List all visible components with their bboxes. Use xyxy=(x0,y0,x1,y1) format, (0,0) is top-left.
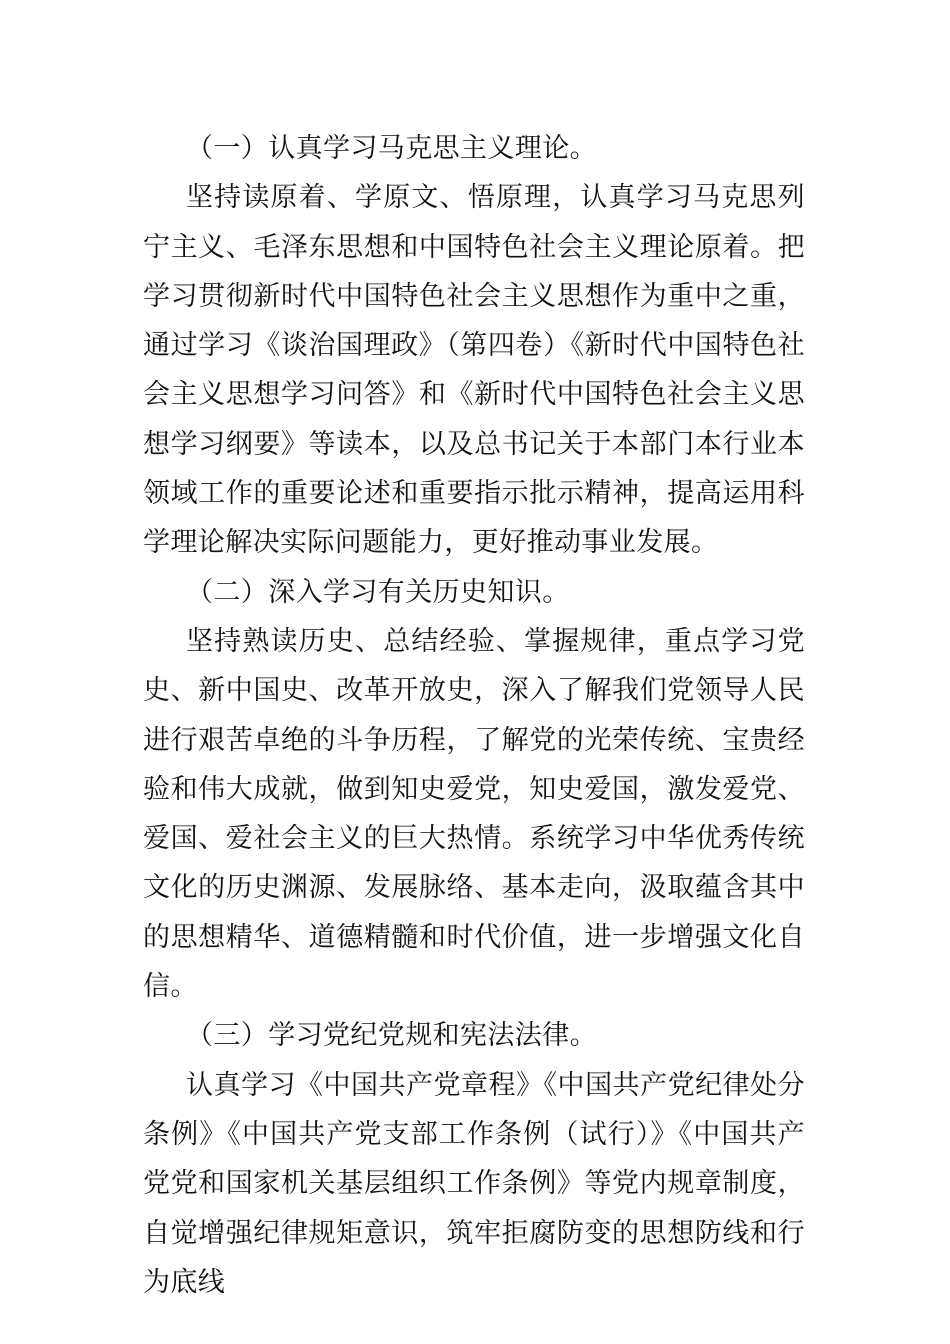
section-paragraph-3: 认真学习《中国共产党章程》《中国共产党纪律处分条例》《中国共产党支部工作条例（试行）》《中国共产党党和国家机关基层组织工作条例》等党内规章制度，自觉增强纪律规矩意识，筑牢拒腐防变的思想防线和行为底线 xyxy=(143,1069,805,1298)
document-body xyxy=(143,124,805,1307)
section-heading-2: （二）深入学习有关历史知识。 xyxy=(186,576,570,608)
section-heading-1: （一）认真学习马克思主义理论。 xyxy=(186,133,597,164)
section-paragraph-1: 坚持读原着、学原文、悟原理，认真学习马克思列宁主义、毛泽东思想和中国特色社会主义理论原着。把学习贯彻新时代中国特色社会主义思想作为重中之重，通过学习《谈治国理政》（第四卷）《新时代中国特色社会主义思想学习问答》和《新时代中国特色社会主义思想学习纲要》等读本，以及总书记关于本部门本行业本领域工作的重要论述和重要指示批示精神，提高运用科学理论解决实际问题能力，更好推动事业发展。 xyxy=(143,182,805,559)
section-paragraph-2: 坚持熟读历史、总结经验、掌握规律，重点学习党史、新中国史、改革开放史，深入了解我们党领导人民进行艰苦卓绝的斗争历程，了解党的光荣传统、宝贵经验和伟大成就，做到知史爱党，知史爱国，激发爱党、爱国、爱社会主义的巨大热情。系统学习中华优秀传统文化的历史渊源、发展脉络、基本走向，汲取蕴含其中的思想精华、道德精髓和时代价值，进一步增强文化自信。 xyxy=(143,625,805,1003)
section-heading-3: （三）学习党纪党规和宪法法律。 xyxy=(186,1020,597,1052)
